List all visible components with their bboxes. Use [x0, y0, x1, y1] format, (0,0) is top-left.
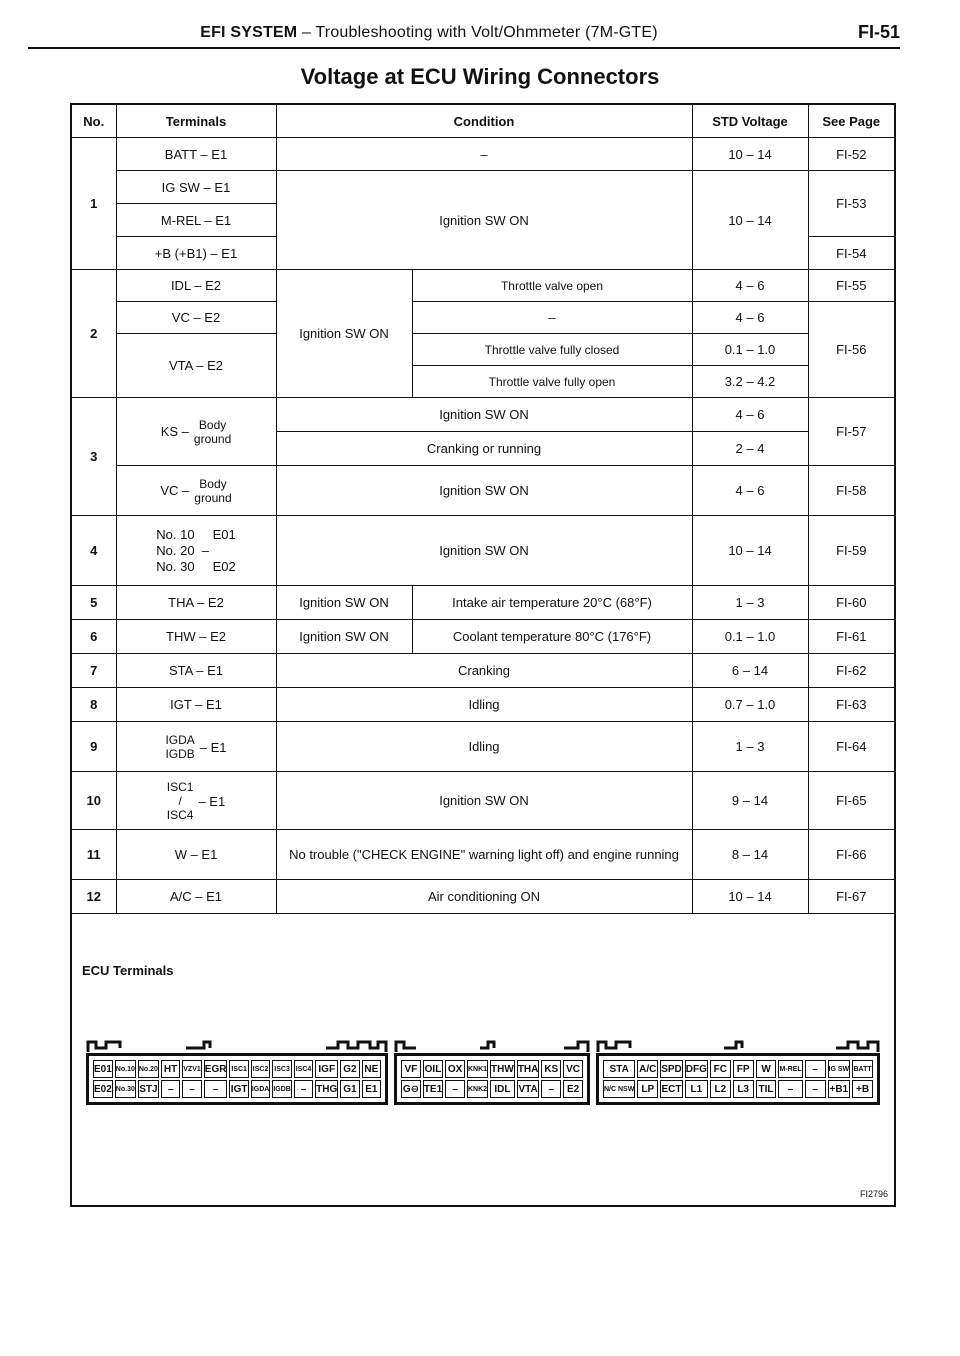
voltage-table: [72, 105, 894, 914]
header-page-number: FI-51: [857, 22, 900, 42]
ecu-pin: VF: [401, 1060, 421, 1078]
terminal-cell: THA – E2: [116, 586, 276, 620]
ecu-pin: KS: [541, 1060, 561, 1078]
table-row: [72, 830, 894, 880]
ecu-pin: LP: [637, 1080, 658, 1098]
terminal-cell: W – E1: [116, 830, 276, 880]
ecu-pin: No.30: [115, 1080, 136, 1098]
table-row: [72, 688, 894, 722]
ecu-pin: IGDA: [251, 1080, 271, 1098]
ecu-pin: IDL: [490, 1080, 515, 1098]
condition-cell: Ignition SW ON: [276, 772, 692, 830]
terminal-cell: A/C – E1: [116, 880, 276, 914]
terminal-cell: THW – E2: [116, 620, 276, 654]
table-row: [72, 270, 894, 302]
row-no: 2: [72, 270, 116, 398]
ecu-pin: M-REL: [778, 1060, 802, 1078]
condition-cell: Ignition SW ON: [276, 586, 412, 620]
row-no: 12: [72, 880, 116, 914]
ecu-connector-diagram: [86, 1039, 882, 1105]
condition-cell: Ignition SW ON: [276, 516, 692, 586]
connector-3: [596, 1039, 880, 1105]
see-page-cell: FI-52: [808, 138, 894, 171]
table-row: [72, 302, 894, 334]
see-page-cell: FI-60: [808, 586, 894, 620]
ecu-pin: SPD: [660, 1060, 683, 1078]
ecu-pin: G2: [340, 1060, 359, 1078]
terminal-main: KS –: [160, 424, 189, 439]
row-no: 3: [72, 398, 116, 516]
terminal-top: ISC1: [166, 780, 194, 794]
table-row: [72, 654, 894, 688]
condition-sub-cell: –: [412, 302, 692, 334]
voltage-cell: 4 – 6: [692, 466, 808, 516]
condition-cell: Idling: [276, 722, 692, 772]
condition-cell: Air conditioning ON: [276, 880, 692, 914]
ecu-pin: –: [778, 1080, 802, 1098]
table-row: [72, 620, 894, 654]
voltage-cell: 1 – 3: [692, 722, 808, 772]
voltage-cell: 0.1 – 1.0: [692, 620, 808, 654]
connector-key-notches: [394, 1039, 590, 1053]
connector-key-notches: [596, 1039, 880, 1053]
table-row: [72, 466, 894, 516]
igd-terminals: [165, 733, 226, 761]
connector-body: [596, 1053, 880, 1105]
row-no: 5: [72, 586, 116, 620]
ecu-pin: E1: [362, 1080, 381, 1098]
header-subtitle: – Troubleshooting with Volt/Ohmmeter (7M-GTE): [297, 24, 658, 41]
ecu-pin: –: [204, 1080, 228, 1098]
voltage-cell: 4 – 6: [692, 398, 808, 432]
table-row: [72, 171, 894, 204]
ecu-pin: OIL: [423, 1060, 443, 1078]
terminal-cell: [116, 516, 276, 586]
ecu-pin: E01: [93, 1060, 113, 1078]
condition-cell: –: [276, 138, 692, 171]
pin-grid: [602, 1059, 874, 1099]
voltage-cell: 0.1 – 1.0: [692, 334, 808, 366]
ecu-pin: KNK2: [467, 1080, 488, 1098]
page-header: [28, 20, 900, 50]
ecu-pin: IGDB: [272, 1080, 292, 1098]
terminal-cell: VTA – E2: [116, 334, 276, 398]
terminal-bottom: IGDB: [165, 747, 195, 761]
condition-sub-cell: Throttle valve fully open: [412, 366, 692, 398]
see-page-cell: FI-64: [808, 722, 894, 772]
ecu-pin: –: [541, 1080, 561, 1098]
condition-cell: Idling: [276, 688, 692, 722]
condition-sub-cell: Coolant temperature 80°C (176°F): [412, 620, 692, 654]
ecu-pin: ISC3: [272, 1060, 292, 1078]
condition-cell: Ignition SW ON: [276, 171, 692, 270]
see-page-cell: FI-67: [808, 880, 894, 914]
pin-grid: [92, 1059, 382, 1099]
ecu-pin: IGT: [229, 1080, 248, 1098]
terminal-cell: M-REL – E1: [116, 204, 276, 237]
ecu-pin: G1: [340, 1080, 359, 1098]
terminal-cell: VC – E2: [116, 302, 276, 334]
ecu-pin: ISC4: [294, 1060, 313, 1078]
terminal-ground-stack: [194, 477, 231, 505]
voltage-cell: 10 – 14: [692, 171, 808, 270]
ecu-pin: STJ: [138, 1080, 159, 1098]
see-page-cell: FI-62: [808, 654, 894, 688]
col-header-no: No.: [72, 105, 116, 138]
voltage-cell: 10 – 14: [692, 516, 808, 586]
see-page-cell: FI-59: [808, 516, 894, 586]
connector-key-notches: [86, 1039, 388, 1053]
terminal-line-2: No. 20 –: [156, 542, 210, 558]
terminal-cell: [116, 466, 276, 516]
terminal-cell: [116, 772, 276, 830]
terminal-tail: – E1: [199, 739, 227, 755]
voltage-cell: 0.7 – 1.0: [692, 688, 808, 722]
ecu-pin: ECT: [660, 1080, 683, 1098]
ecu-pin: L2: [710, 1080, 731, 1098]
ecu-pin: ISC1: [229, 1060, 248, 1078]
connector-body: [394, 1053, 590, 1105]
terminal-cell: IG SW – E1: [116, 171, 276, 204]
row-no: 4: [72, 516, 116, 586]
terminal-line-1: No. 10 E01: [156, 526, 236, 542]
ecu-pin: E2: [563, 1080, 583, 1098]
ecu-pin: –: [294, 1080, 313, 1098]
ecu-pin: VTA: [517, 1080, 540, 1098]
terminal-cell: IGT – E1: [116, 688, 276, 722]
col-header-condition: Condition: [276, 105, 692, 138]
see-page-cell: FI-61: [808, 620, 894, 654]
ecu-terminals-label: ECU Terminals: [82, 963, 174, 978]
ecu-pin: THW: [490, 1060, 515, 1078]
vc-body-ground: [160, 477, 231, 505]
ecu-pin: IG SW: [828, 1060, 851, 1078]
voltage-cell: 1 – 3: [692, 586, 808, 620]
condition-cell: No trouble ("CHECK ENGINE" warning light off) and engine running: [276, 830, 692, 880]
col-header-terminals: Terminals: [116, 105, 276, 138]
ecu-pin: THA: [517, 1060, 540, 1078]
ecu-pin: KNK1: [467, 1060, 488, 1078]
voltage-cell: 9 – 14: [692, 772, 808, 830]
ecu-pin: G⊖: [401, 1080, 421, 1098]
injector-terminals: [156, 527, 236, 575]
ecu-pin: –: [161, 1080, 180, 1098]
ecu-pin: NE: [362, 1060, 381, 1078]
terminal-bottom: ISC4: [166, 808, 194, 822]
terminal-sub-2: ground: [194, 490, 232, 505]
see-page-cell: FI-63: [808, 688, 894, 722]
voltage-cell: 10 – 14: [692, 880, 808, 914]
connector-body: [86, 1053, 388, 1105]
ecu-pin: –: [182, 1080, 202, 1098]
voltage-cell: 8 – 14: [692, 830, 808, 880]
table-header-row: [72, 105, 894, 138]
row-no: 8: [72, 688, 116, 722]
ecu-pin: No.20: [138, 1060, 159, 1078]
page-title: Voltage at ECU Wiring Connectors: [300, 64, 660, 89]
voltage-cell: 4 – 6: [692, 302, 808, 334]
condition-sub-cell: Intake air temperature 20°C (68°F): [412, 586, 692, 620]
ecu-pin: VC: [563, 1060, 583, 1078]
table-row: [72, 398, 894, 432]
ecu-pin: N/C NSW: [603, 1080, 635, 1098]
terminal-cell: [116, 398, 276, 466]
row-no: 1: [72, 138, 116, 270]
ecu-pin: BATT: [852, 1060, 873, 1078]
terminal-line-3: No. 30 E02: [156, 558, 236, 574]
col-header-see-page: See Page: [808, 105, 894, 138]
ecu-pin: No.10: [115, 1060, 136, 1078]
see-page-cell: FI-65: [808, 772, 894, 830]
condition-cell: Ignition SW ON: [276, 270, 412, 398]
see-page-cell: FI-56: [808, 302, 894, 398]
table-row: [72, 880, 894, 914]
terminal-main: VC –: [160, 483, 190, 498]
ecu-pin: –: [445, 1080, 465, 1098]
condition-sub-cell: Throttle valve fully closed: [412, 334, 692, 366]
condition-cell: Ignition SW ON: [276, 466, 692, 516]
terminal-cell: [116, 722, 276, 772]
table-row: [72, 516, 894, 586]
col-header-std-voltage: STD Voltage: [692, 105, 808, 138]
row-no: 6: [72, 620, 116, 654]
terminal-stack: [165, 733, 194, 761]
content-frame: [70, 103, 896, 1207]
ecu-pin: +B: [852, 1080, 873, 1098]
terminal-cell: IDL – E2: [116, 270, 276, 302]
voltage-cell: 10 – 14: [692, 138, 808, 171]
header-rule: [28, 47, 900, 49]
terminal-sub-1: Body: [199, 476, 227, 491]
terminal-sub-1: Body: [198, 417, 227, 432]
ecu-pin: –: [805, 1080, 826, 1098]
voltage-cell: 2 – 4: [692, 432, 808, 466]
table-row: [72, 772, 894, 830]
ecu-pin: STA: [603, 1060, 635, 1078]
table-row: [72, 722, 894, 772]
ecu-pin: A/C: [637, 1060, 658, 1078]
voltage-cell: 4 – 6: [692, 270, 808, 302]
ecu-pin: TE1: [423, 1080, 443, 1098]
see-page-cell: FI-66: [808, 830, 894, 880]
row-no: 7: [72, 654, 116, 688]
terminal-cell: BATT – E1: [116, 138, 276, 171]
ecu-pin: EGR: [204, 1060, 228, 1078]
connector-2: [394, 1039, 590, 1105]
terminal-cell: +B (+B1) – E1: [116, 237, 276, 270]
terminal-top: IGDA: [165, 733, 195, 747]
see-page-cell: FI-58: [808, 466, 894, 516]
ks-body-ground: [161, 418, 232, 446]
ecu-pin: HT: [161, 1060, 180, 1078]
connector-1: [86, 1039, 388, 1105]
ecu-pin: DFG: [685, 1060, 708, 1078]
ecu-pin: IGF: [315, 1060, 338, 1078]
ecu-pin: FC: [710, 1060, 731, 1078]
condition-cell: Cranking or running: [276, 432, 692, 466]
terminal-stack: [167, 780, 194, 822]
ecu-pin: –: [805, 1060, 826, 1078]
row-no: 11: [72, 830, 116, 880]
ecu-pin: W: [756, 1060, 777, 1078]
terminal-sub-2: ground: [193, 431, 232, 446]
ecu-pin: OX: [445, 1060, 465, 1078]
ecu-pin: TIL: [756, 1080, 777, 1098]
terminal-ground-stack: [194, 418, 231, 446]
isc-terminals: [167, 780, 225, 822]
table-row: [72, 138, 894, 171]
ecu-pin: +B1: [828, 1080, 851, 1098]
see-page-cell: FI-57: [808, 398, 894, 466]
pin-grid: [400, 1059, 584, 1099]
condition-cell: Ignition SW ON: [276, 620, 412, 654]
see-page-cell: FI-53: [808, 171, 894, 237]
header-title: [28, 24, 830, 42]
see-page-cell: FI-54: [808, 237, 894, 270]
table-row: [72, 334, 894, 366]
ecu-pin: L3: [733, 1080, 754, 1098]
terminal-mid: /: [178, 794, 182, 808]
terminal-tail: – E1: [198, 793, 226, 809]
condition-sub-cell: Throttle valve open: [412, 270, 692, 302]
voltage-cell: 3.2 – 4.2: [692, 366, 808, 398]
ecu-pin: E02: [93, 1080, 113, 1098]
condition-cell: Cranking: [276, 654, 692, 688]
condition-cell: Ignition SW ON: [276, 398, 692, 432]
header-section: EFI SYSTEM: [200, 24, 298, 41]
ecu-pin: L1: [685, 1080, 708, 1098]
figure-number: FI2796: [859, 1189, 888, 1199]
table-row: [72, 586, 894, 620]
terminal-cell: STA – E1: [116, 654, 276, 688]
see-page-cell: FI-55: [808, 270, 894, 302]
row-no: 10: [72, 772, 116, 830]
ecu-pin: THG: [315, 1080, 338, 1098]
ecu-pin: ISC2: [251, 1060, 271, 1078]
ecu-pin: VZV1: [182, 1060, 202, 1078]
ecu-pin: FP: [733, 1060, 754, 1078]
row-no: 9: [72, 722, 116, 772]
voltage-cell: 6 – 14: [692, 654, 808, 688]
